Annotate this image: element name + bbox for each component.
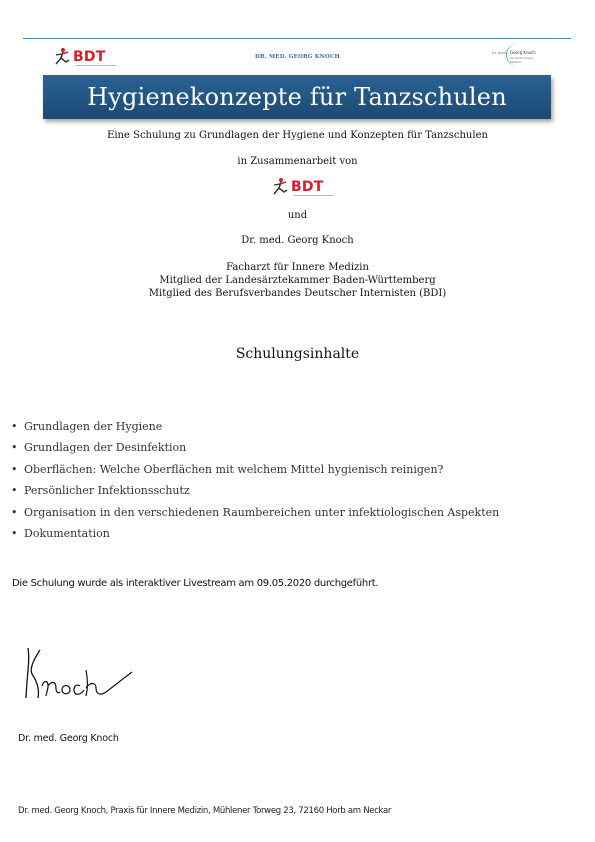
doctor-name: Dr. med. Georg Knoch — [241, 235, 354, 246]
bdt-logo-center — [270, 177, 323, 197]
header-rule — [23, 38, 571, 39]
knoch-logo: Dr. med. Georg Knoch Facharzt Innere Medizin — [492, 44, 540, 66]
signature-image — [18, 640, 138, 710]
footer-address: Dr. med. Georg Knoch, Praxis für Innere Medizin, Mühlener Torweg 23, 72160 Horb am Neckar — [18, 806, 392, 816]
credential-line: Facharzt für Innere Medizin — [226, 262, 369, 273]
list-item: • Oberflächen: Welche Oberflächen mit welchem Mittel hygienisch reinigen? — [10, 463, 499, 484]
subtitle: Eine Schulung zu Grundlagen der Hygiene und Konzepten für Tanzschulen — [107, 130, 488, 141]
bdt-logo-text: BDT — [73, 49, 106, 65]
dancer-icon — [270, 177, 290, 197]
credential-line: Mitglied des Berufsverbandes Deutscher Internisten (BDI) — [148, 288, 447, 299]
header-doctor-name: DR. MED. GEORG KNOCH — [255, 54, 340, 60]
signature-name: Dr. med. Georg Knoch — [18, 733, 119, 744]
section-title: Schulungsinhalte — [235, 346, 360, 362]
list-item: • Persönlicher Infektionsschutz — [10, 484, 499, 505]
and-text: und — [287, 210, 308, 221]
contents-list — [10, 420, 499, 548]
livestream-statement: Die Schulung wurde als interaktiver Livestream am 09.05.2020 durchgeführt. — [12, 578, 379, 589]
credential-line: Mitglied der Landesärztekammer Baden-Württemberg — [159, 275, 436, 286]
page-title-banner: Hygienekonzepte für Tanzschulen — [43, 75, 551, 119]
list-item: • Organisation in den verschiedenen Raumbereichen unter infektiologischen Aspekten — [10, 506, 499, 527]
bdt-logo-text: BDT — [291, 179, 324, 195]
cooperation-text: in Zusammenarbeit von — [237, 156, 358, 167]
list-item: • Grundlagen der Hygiene — [10, 420, 499, 441]
list-item: • Grundlagen der Desinfektion — [10, 441, 499, 462]
list-item: • Dokumentation — [10, 527, 499, 548]
